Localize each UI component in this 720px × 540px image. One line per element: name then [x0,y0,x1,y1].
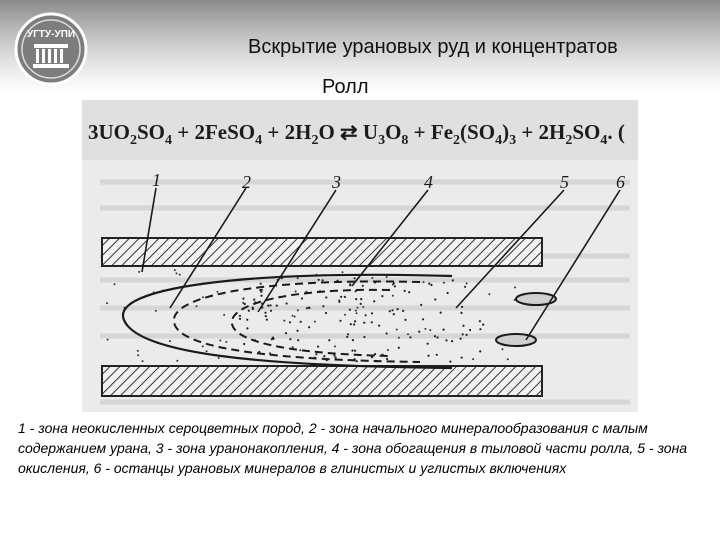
ore-dot [409,336,411,338]
ore-dot [440,312,442,314]
ore-dot [106,302,108,304]
diagram-label-3: 3 [332,172,341,192]
ore-dot [397,308,399,310]
ore-dot [451,340,453,342]
ore-dot [333,354,335,356]
ore-dot [223,314,225,316]
ore-dot [342,271,344,273]
ore-dot [272,337,274,339]
ore-dot [176,360,178,362]
ore-dot [408,291,410,293]
ore-dot [430,284,432,286]
ore-dot [328,339,330,341]
slide-subtitle: Ролл [322,76,369,98]
ore-dot [402,310,404,312]
ore-dot [301,297,303,299]
ore-dot [296,330,298,332]
ore-dot [443,329,445,331]
ore-dot [354,350,356,352]
ore-dot [466,282,468,284]
ore-dot [137,354,139,356]
ore-dot [315,353,317,355]
diagram-label-2: 2 [242,172,251,192]
ore-dot [276,305,278,307]
ore-dot [461,306,463,308]
ore-dot [464,286,466,288]
ore-dot [354,277,356,279]
upper-hatched-layer [102,238,542,266]
ore-dot [314,321,316,323]
ore-dot [218,357,220,359]
ore-dot [325,312,327,314]
ore-dot [202,345,204,347]
ore-dot [270,310,272,312]
ore-dot [443,282,445,284]
ore-dot [393,313,395,315]
ore-dot [346,336,348,338]
ore-dot [363,322,365,324]
ore-dot [289,338,291,340]
ore-dot [259,289,261,291]
ore-dot [338,301,340,303]
ore-dot [356,360,358,362]
ore-dot [371,277,373,279]
ore-dot [357,307,359,309]
ore-dot [217,291,219,293]
ore-dot [429,329,431,331]
ore-dot [479,350,481,352]
ore-dot [246,319,248,321]
ore-dot [349,309,351,311]
ore-dot [404,319,406,321]
ore-dot [299,349,301,351]
roll-front-diagram [90,168,638,412]
ore-dot [461,357,463,359]
ore-dot [392,295,394,297]
ore-dot [351,350,353,352]
ore-dot [360,303,362,305]
ore-dot [322,279,324,281]
ore-dot [269,304,271,306]
ore-dot [260,295,262,297]
ore-dot [292,346,294,348]
remnant-lower [496,334,536,346]
ore-dot [407,333,409,335]
ore-dot [323,355,325,357]
ore-dot [318,279,320,281]
zone-outer-boundary [123,275,452,368]
ore-dot [420,304,422,306]
ore-dot [260,283,262,285]
ore-dot [352,339,354,341]
ore-dot [460,312,462,314]
ore-dot [381,295,383,297]
ore-dot [462,333,464,335]
ore-dot [286,302,288,304]
ore-dot [137,350,139,352]
ore-dot [292,315,294,317]
ore-dot [239,318,241,320]
ore-dot [335,356,337,358]
ore-dot [174,269,176,271]
ore-dot [114,283,116,285]
ore-dot [436,336,438,338]
ore-dot [266,319,268,321]
ore-dot [138,271,140,273]
ore-dot [363,336,365,338]
ore-dot [176,272,178,274]
ore-dot [482,324,484,326]
ore-dot [219,340,221,342]
ore-dot [362,306,364,308]
ore-dot [253,299,255,301]
ore-dot [488,293,490,295]
ore-dot [386,332,388,334]
ore-dot [265,315,267,317]
ore-dot [447,292,449,294]
ore-dot [436,354,438,356]
ore-dot [387,349,389,351]
ore-dot [340,296,342,298]
ore-dot [300,321,302,323]
ore-dot [289,321,291,323]
ore-dot [514,286,516,288]
ore-dot [107,339,109,341]
ore-dot [362,285,364,287]
ore-dot [225,341,227,343]
ore-dot [507,358,509,360]
ore-dot [479,320,481,322]
ore-dot [264,312,266,314]
ore-dot [347,333,349,335]
ore-dot [350,323,352,325]
ore-dot [371,321,373,323]
ore-dot [449,361,451,363]
ore-dot [344,314,346,316]
svg-text:УГТУ-УПИ: УГТУ-УПИ [26,29,76,40]
ore-dot [434,298,436,300]
ore-dot [427,343,429,345]
ore-dot [246,327,248,329]
ore-dot [244,303,246,305]
diagram-label-1: 1 [152,170,161,190]
ore-dot [283,320,285,322]
ore-dot [460,338,462,340]
ore-dot [404,290,406,292]
ore-dot [285,332,287,334]
ore-dot [386,358,388,360]
chemical-equation: $3UO_2SO_4$ + 2FeSO$_4$ + $2H_2O$ ⇄ $U_3O_8 + Fe_2(SO_4)_3 + 2H_2SO_4$. ( [88,120,625,149]
figure-caption: 1 - зона неокисленных сероцветных пород, 2 - зона начального минералообразования с малым содержанием урана, 3 - зона уранонакопления, 4 - зона обогащения в тыловой части ролла, 5 - зона окисления, 6 - останцы урановых минералов в глинистых и углистых включениях [18,420,688,476]
ore-dot [349,284,351,286]
zone-3-boundary [232,290,390,356]
ore-dot [396,329,398,331]
ore-dot [355,298,357,300]
ore-dot [155,310,157,312]
university-logo [14,12,88,86]
ore-dot [339,320,341,322]
ore-dot [466,334,468,336]
ore-dot [202,296,204,298]
ore-dot [418,331,420,333]
lower-hatched-layer [102,366,542,396]
ore-dot [308,326,310,328]
ore-dot [142,360,144,362]
ore-dot [317,346,319,348]
ore-dot [297,277,299,279]
ore-dot [179,274,181,276]
ore-dot [297,309,299,311]
ore-dot [248,310,250,312]
ore-dot [325,296,327,298]
ore-dot [472,358,474,360]
ore-dot [371,312,373,314]
ore-dot [424,328,426,330]
ore-dot [389,310,391,312]
ore-dot [344,296,346,298]
ore-dot [267,305,269,307]
ore-dot [360,298,362,300]
diagram-label-4: 4 [424,172,433,192]
ore-dot [239,315,241,317]
ore-dot [445,339,447,341]
ore-dot [365,314,367,316]
ore-dot [434,335,436,337]
ore-dot [322,305,324,307]
diagram-label-5: 5 [560,172,569,192]
ore-dot [353,323,355,325]
ore-dot [398,347,400,349]
ore-dot [378,325,380,327]
ore-dot [469,329,471,331]
ore-dot [297,339,299,341]
ore-dot [306,307,308,309]
slide-title: Вскрытие урановых руд и концентратов [248,36,618,58]
ore-dot [452,279,454,281]
ore-dot [242,298,244,300]
ore-dot [391,309,393,311]
ore-dot [428,283,430,285]
diagram-label-6: 6 [616,172,625,192]
ore-dot [462,325,464,327]
ore-dot [427,355,429,357]
ore-dot [373,300,375,302]
ore-dot [294,316,296,318]
ore-dot [295,290,297,292]
ore-dot [196,305,198,307]
ore-dot [479,328,481,330]
ore-dot [398,337,400,339]
ore-dot [206,350,208,352]
ore-dot [308,307,310,309]
ore-dot [502,348,504,350]
ore-dot [386,276,388,278]
ore-dot [243,343,245,345]
ore-dot [394,285,396,287]
ore-dot [169,340,171,342]
ore-dot [422,318,424,320]
ore-dot [423,281,425,283]
ore-dot [355,310,357,312]
ore-dot [252,307,254,309]
ore-dot [334,345,336,347]
ore-dot [354,320,356,322]
ore-dot [356,312,358,314]
